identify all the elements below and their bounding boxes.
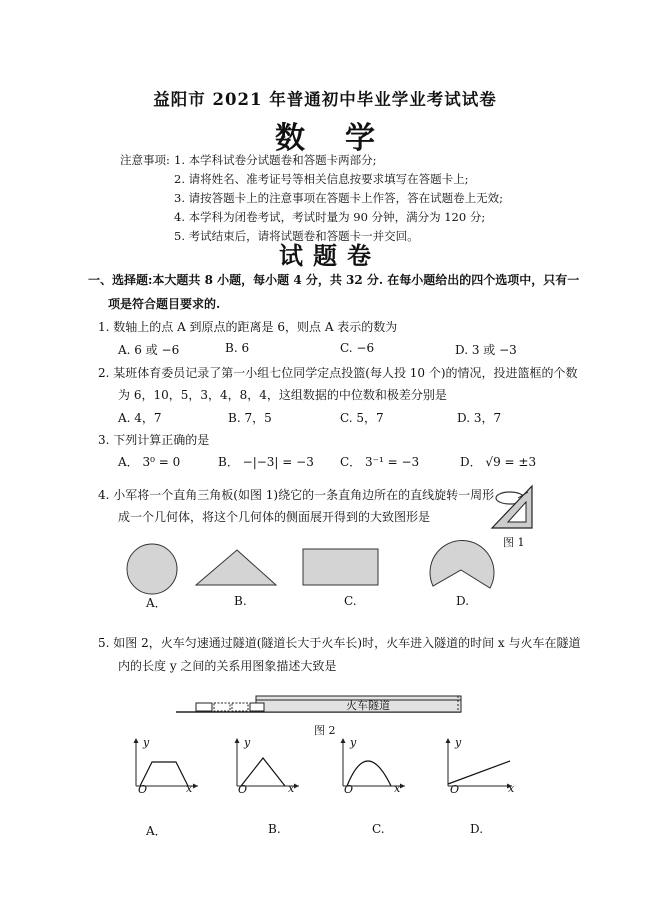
q4-option-a: A． [146, 596, 167, 610]
notice-item: 5. 考试结束后，请将试题卷和答题卡一并交回。 [174, 229, 419, 243]
q4-option-c: C. [344, 594, 357, 608]
graph-c-x-label: x [394, 782, 401, 795]
q2-option-b: B. 7，5 [228, 411, 272, 425]
graph-b-x-label: x [288, 782, 295, 795]
q4-option-b: B. [234, 594, 247, 608]
q4-option-a-circle [126, 542, 180, 596]
q2-option-c: C. 5，7 [340, 411, 384, 425]
subject-heading: 数学 [275, 121, 415, 156]
graph-a-y-label: y [143, 736, 150, 749]
q1-option-a: A. 6 或 −6 [118, 343, 180, 357]
q2-option-a: A. 4，7 [118, 411, 162, 425]
question-4-stem-line1: 4. 小军将一个直角三角板(如图 1)绕它的一条直角边所在的直线旋转一周形 [98, 488, 495, 502]
figure-1-caption: 图 1 [503, 536, 525, 549]
exam-title: 益阳市 2021 年普通初中毕业学业考试试卷 [153, 90, 497, 109]
q3-option-a: A． 3⁰ = 0 [118, 455, 181, 469]
graph-a-x-label: x [186, 782, 193, 795]
graph-d-x-label: x [508, 782, 515, 795]
q5-option-b: B. [268, 822, 281, 836]
graph-a-origin: O [138, 783, 148, 796]
notice-item: 4. 本学科为闭卷考试，考试时量为 90 分钟，满分为 120 分; [174, 210, 486, 224]
q5-graph-d [436, 736, 516, 800]
q5-option-a: A． [146, 824, 167, 838]
graph-b-origin: O [238, 783, 248, 796]
notice-item: 3. 请按答题卡上的注意事项在答题卡上作答，答在试题卷上无效; [174, 191, 503, 205]
q4-option-d-sector [430, 540, 494, 596]
question-5-stem-line2: 内的长度 y 之间的关系用图象描述大致是 [118, 659, 337, 673]
figure-2-caption: 图 2 [314, 724, 336, 737]
q1-option-b: B. 6 [225, 341, 250, 355]
graph-b-y-label: y [244, 736, 251, 749]
notice-label: 注意事项: [120, 153, 170, 167]
question-1-stem: 1. 数轴上的点 A 到原点的距离是 6，则点 A 表示的数为 [98, 320, 398, 334]
q4-option-d: D. [456, 594, 470, 608]
q3-option-d: D． √9 = ±3 [460, 455, 537, 469]
question-5-stem-line1: 5. 如图 2，火车匀速通过隧道(隧道长大于火车长)时，火车进入隧道的时间 x 与火车在隧道 [98, 636, 581, 650]
question-4-stem-line2: 成一个几何体，将这个几何体的侧面展开得到的大致图形是 [118, 510, 431, 524]
q1-option-c: C. −6 [340, 341, 375, 355]
notice-item: 2. 请将姓名、准考证号等相关信息按要求填写在答题卡上; [174, 172, 469, 186]
figure-1-triangle-ruler [488, 484, 548, 532]
q4-option-c-rectangle [302, 548, 380, 588]
q3-option-b: B． −|−3| = −3 [218, 455, 314, 469]
question-2-stem-line1: 2. 某班体育委员记录了第一小组七位同学定点投篮(每人投 10 个)的情况，投进篮框的个数 [98, 366, 578, 380]
question-2-stem-line2: 为 6，10，5，3，4，8，4，这组数据的中位数和极差分别是 [118, 388, 447, 402]
question-3-stem: 3. 下列计算正确的是 [98, 433, 210, 447]
section-heading-line2: 项是符合题目要求的. [108, 297, 221, 311]
section-heading-line1: 一、选择题:本大题共 8 小题，每小题 4 分，共 32 分. 在每小题给出的四个选项中，只有一 [88, 273, 580, 287]
q5-option-d: D. [470, 822, 484, 836]
graph-d-origin: O [450, 783, 460, 796]
graph-c-origin: O [344, 783, 354, 796]
volume-heading: 试题卷 [279, 241, 381, 270]
q4-option-b-triangle [196, 549, 278, 587]
q2-option-d: D. 3，7 [457, 411, 502, 425]
notice-item: 1. 本学科试卷分试题卷和答题卡两部分; [174, 153, 377, 167]
q5-option-c: C. [372, 822, 385, 836]
graph-d-y-label: y [455, 736, 462, 749]
figure-2-train-tunnel [176, 694, 466, 718]
q3-option-c: C． 3⁻¹ = −3 [340, 455, 420, 469]
q1-option-d: D. 3 或 −3 [455, 343, 517, 357]
tunnel-label: 火车隧道 [346, 699, 390, 712]
graph-c-y-label: y [350, 736, 357, 749]
